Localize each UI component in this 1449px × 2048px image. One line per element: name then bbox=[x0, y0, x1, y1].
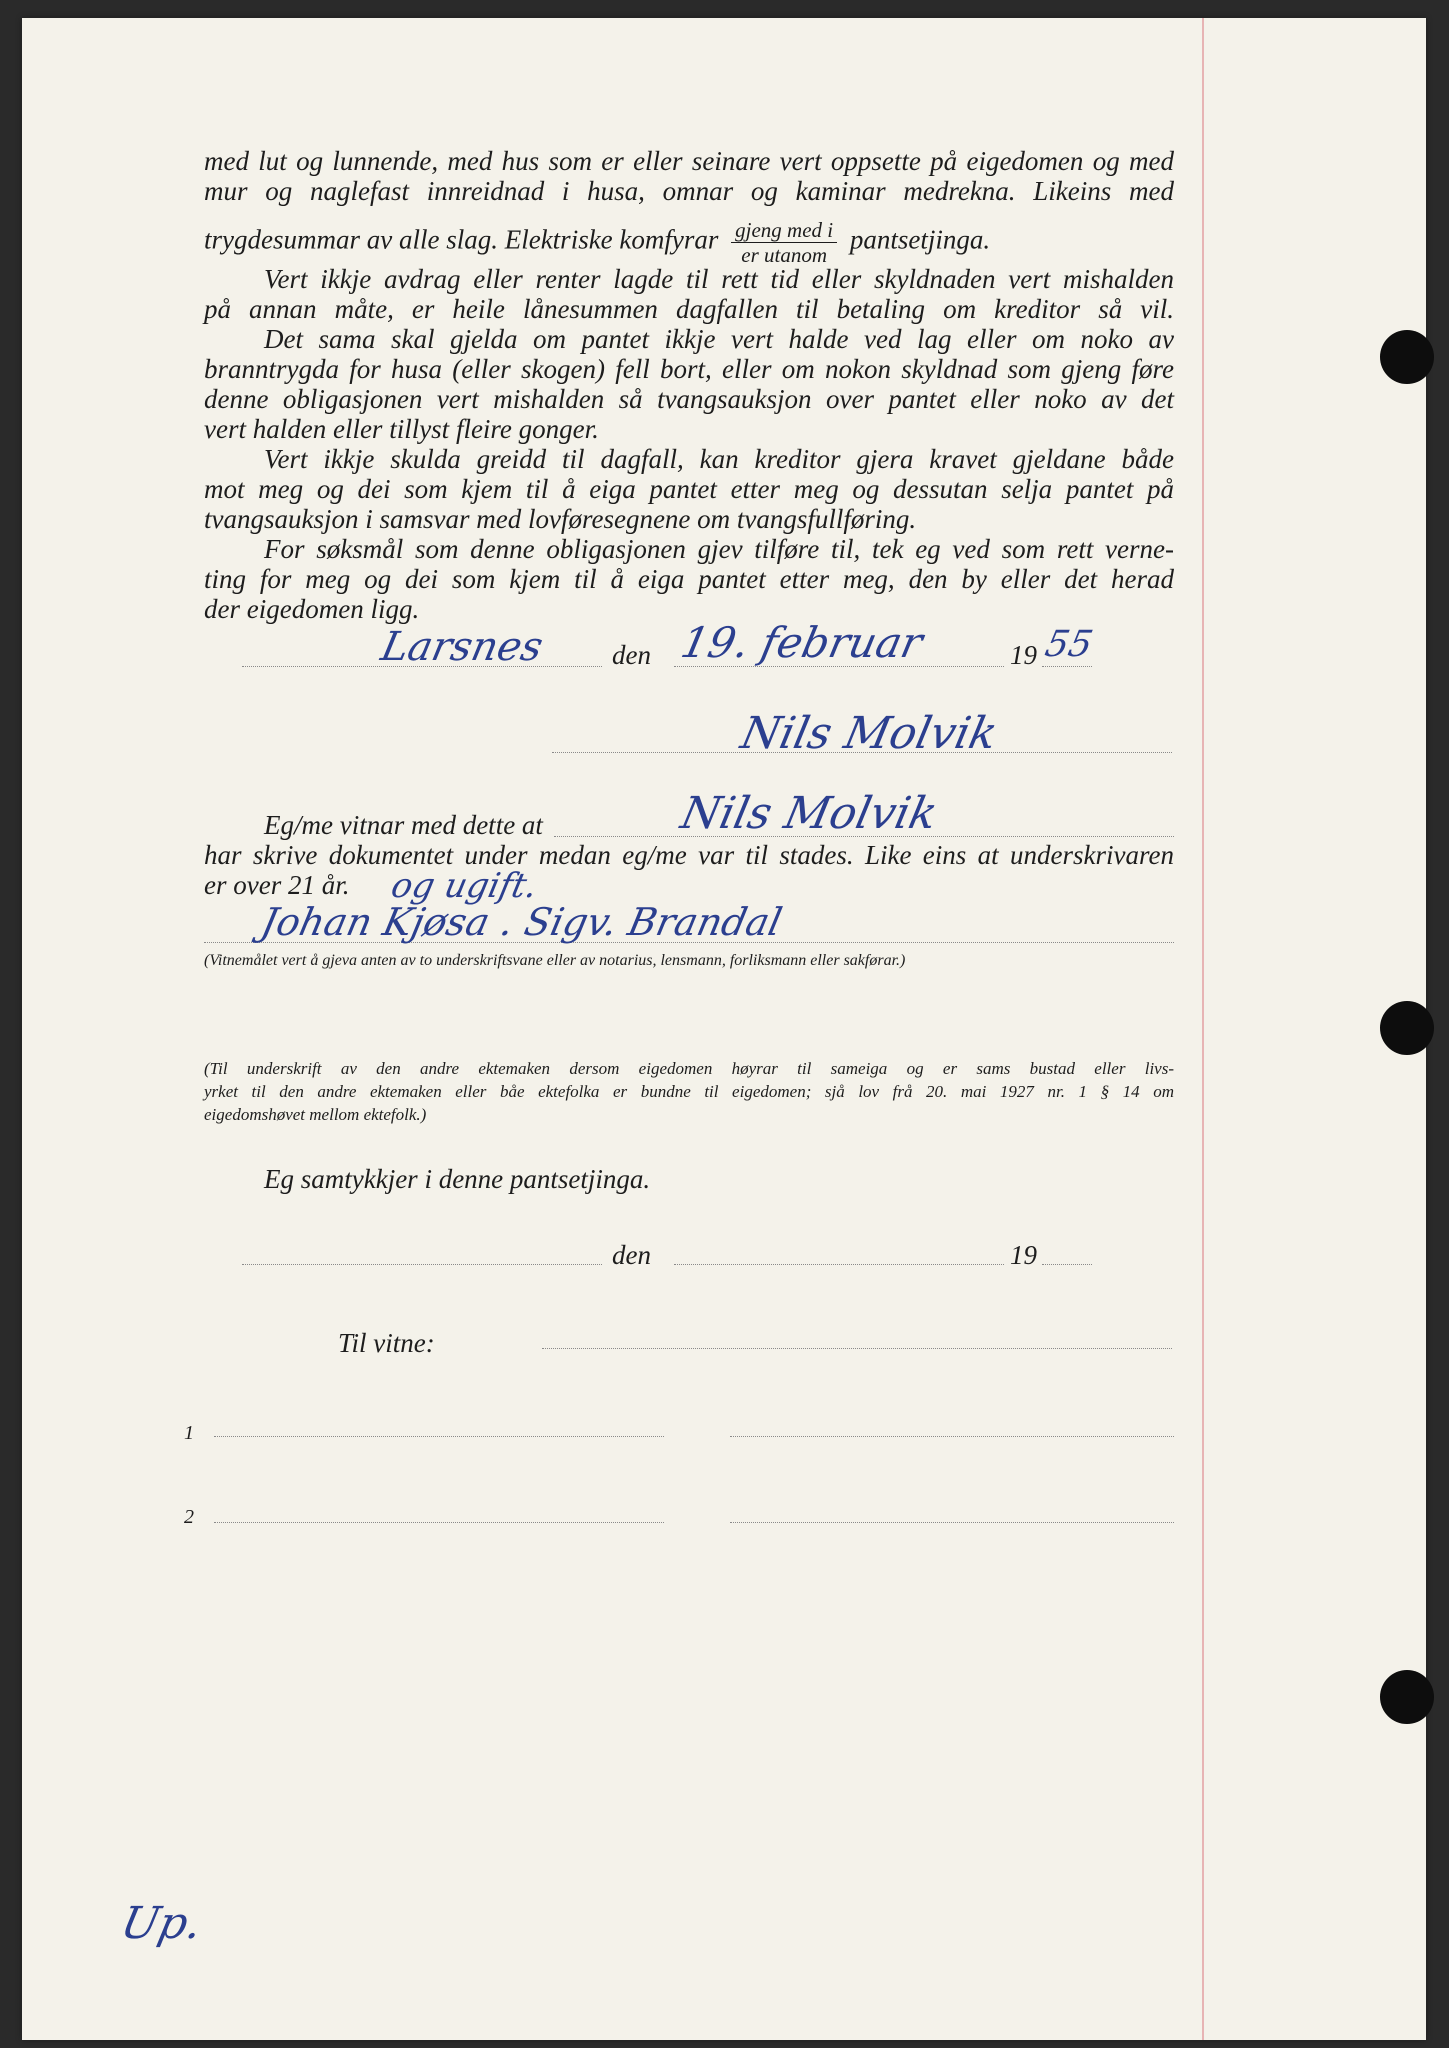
text-line: mur og naglefast innreidnad i husa, omnar og kaminar medrekna. Likeins med bbox=[204, 176, 1174, 206]
consent-den-label: den bbox=[612, 1240, 651, 1270]
year-handwritten: 55 bbox=[1041, 624, 1097, 665]
witnesses-handwritten: Johan Kjøsa . Sigv. Brandal bbox=[257, 900, 786, 944]
witness-name-handwritten: Nils Molvik bbox=[676, 788, 942, 839]
text-line: med lut og lunnende, med hus som er eller seinare vert oppsette på eigedomen og med bbox=[204, 146, 1174, 176]
witness-label: Eg/me vitnar med dette at bbox=[264, 810, 543, 840]
fraction-top: gjeng med i bbox=[731, 218, 837, 243]
punch-hole-middle bbox=[1380, 1001, 1434, 1055]
text-fragment: trygdesummar av alle slag. Elektriske komfyrar bbox=[204, 224, 719, 255]
witness-2-line-a bbox=[214, 1522, 664, 1523]
witness-1-line-a bbox=[214, 1436, 664, 1437]
text-line: er over 21 år. bbox=[204, 870, 350, 900]
consent-signature-line bbox=[542, 1348, 1172, 1349]
text-line: branntrygda for husa (eller skogen) fell bort, eller om nokon skyldnad som gjeng føre bbox=[204, 354, 1174, 384]
witness-2-line-b bbox=[730, 1522, 1174, 1523]
witness-note: (Vitnemålet vert å gjeva anten av to underskriftsvane eller av notarius, lensmann, forliksmann eller sakførar.) bbox=[204, 952, 906, 969]
choice-fraction bbox=[731, 218, 837, 267]
witness-number-2: 2 bbox=[184, 1506, 194, 1528]
text-line: ting for meg og dei som kjem til å eiga pantet etter meg, den by eller det herad bbox=[204, 564, 1174, 594]
text-line: mot meg og dei som kjem til å eiga pantet etter meg og dessutan selja pantet på bbox=[204, 474, 1174, 504]
text-line: Vert ikkje skulda greidd til dagfall, kan kreditor gjera kravet gjeldane både bbox=[264, 444, 1174, 474]
year-line bbox=[1042, 666, 1092, 667]
text-fragment: pantsetjinga. bbox=[849, 224, 991, 255]
margin-rule bbox=[1202, 18, 1204, 2040]
consent-year-prefix: 19 bbox=[1010, 1240, 1037, 1270]
corner-mark: Up. bbox=[116, 1898, 207, 1949]
consent-place-line bbox=[242, 1264, 602, 1265]
fraction-bottom: er utanom bbox=[741, 243, 828, 267]
text-line-fraction bbox=[204, 218, 1174, 267]
witness-1-line-b bbox=[730, 1436, 1174, 1437]
spouse-note-line: (Til underskrift av den andre ektemaken dersom eigedomen høyrar til sameiga og er sams bustad eller livs- bbox=[204, 1059, 1174, 1078]
punch-hole-top bbox=[1380, 330, 1434, 384]
text-line: der eigedomen ligg. bbox=[204, 594, 420, 624]
spouse-note-line: eigedomshøvet mellom ektefolk.) bbox=[204, 1105, 427, 1124]
text-line: Vert ikkje avdrag eller renter lagde til rett tid eller skyldnaden vert mishalden bbox=[264, 264, 1174, 294]
consent-date-line bbox=[674, 1264, 1004, 1265]
place-handwritten: Larsnes bbox=[377, 624, 547, 670]
document-page bbox=[22, 18, 1426, 2040]
spouse-note-line: yrket til den andre ektemaken eller båe ektefolka er bundne til eigedomen; sjå lov frå 20. mai 1927 nr. 1 § 14 om bbox=[204, 1082, 1174, 1101]
text-line: på annan måte, er heile lånesummen dagfallen til betaling om kreditor så vil. bbox=[204, 294, 1174, 324]
text-line: denne obligasjonen vert mishalden så tvangsauksjon over pantet eller noko av det bbox=[204, 384, 1174, 414]
consent-text: Eg samtykkjer i denne pantsetjinga. bbox=[264, 1164, 651, 1194]
year-prefix: 19 bbox=[1010, 640, 1037, 670]
signature-handwritten: Nils Molvik bbox=[736, 708, 1002, 759]
text-line: For søksmål som denne obligasjonen gjev tilføre til, tek eg ved som rett verne- bbox=[264, 534, 1174, 564]
text-line: vert halden eller tillyst fleire gonger. bbox=[204, 414, 599, 444]
addition-handwritten: og ugift. bbox=[387, 866, 541, 906]
text-line: Det sama skal gjelda om pantet ikkje vert halde ved lag eller om noko av bbox=[264, 324, 1174, 354]
punch-hole-bottom bbox=[1380, 1670, 1434, 1724]
text-line: tvangsauksjon i samsvar med lovføresegnene om tvangsfullføring. bbox=[204, 504, 917, 534]
witness-number-1: 1 bbox=[184, 1422, 194, 1444]
consent-year-line bbox=[1042, 1264, 1092, 1265]
text-line: har skrive dokumentet under medan eg/me var til stades. Like eins at underskrivaren bbox=[204, 840, 1174, 870]
til-vitne-label: Til vitne: bbox=[338, 1328, 435, 1358]
date-handwritten: 19. februar bbox=[676, 618, 927, 667]
den-label: den bbox=[612, 640, 651, 670]
